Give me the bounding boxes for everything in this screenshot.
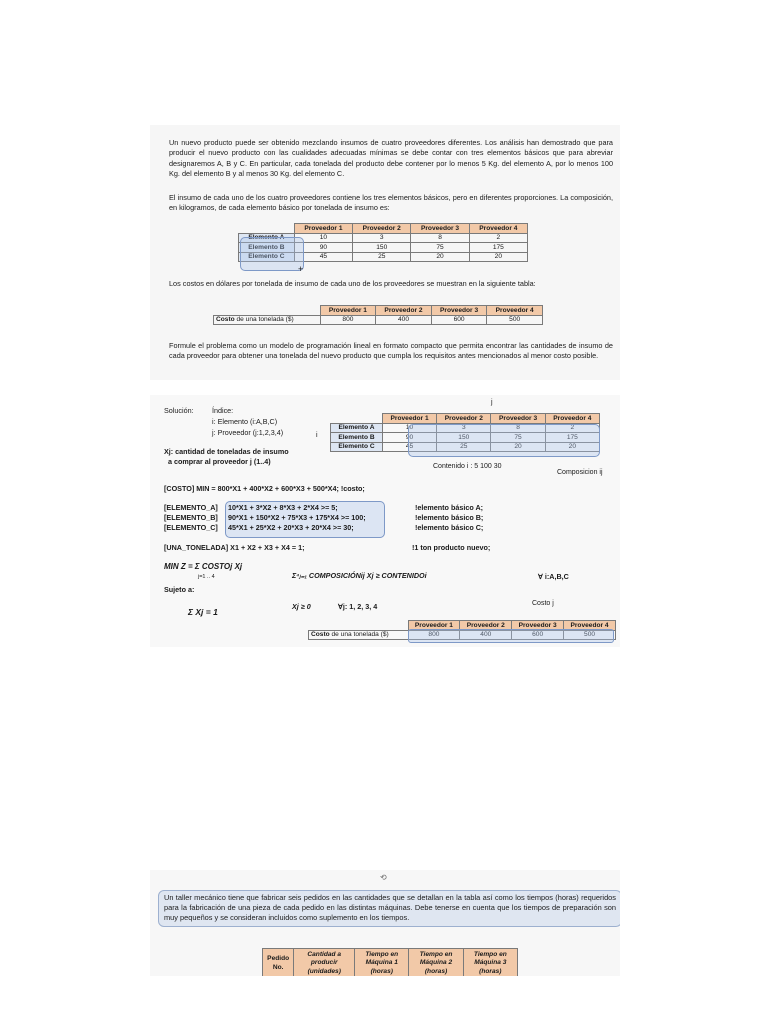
problem-statement-block <box>150 125 620 380</box>
highlight-cost-values <box>408 629 614 643</box>
col-header: Proveedor 2 <box>437 414 491 424</box>
cell: 500 <box>487 315 543 325</box>
cursor-crosshair-icon: + <box>298 264 304 274</box>
una-tonelada-constraint: [UNA_TONELADA] X1 + X2 + X3 + X4 = 1; <box>164 543 305 552</box>
cell: 500 <box>564 630 616 640</box>
nonnegativity-range: ∀j: 1, 2, 3, 4 <box>338 602 378 611</box>
row-label: Elemento C <box>239 252 295 262</box>
cell: 45 <box>382 442 436 452</box>
cell: 10 <box>382 423 436 433</box>
cell: 20 <box>491 442 545 452</box>
composition-constraint: Σ⁴ⱼ₌₁ COMPOSICIÓNij Xj ≥ CONTENIDOi <box>292 571 427 580</box>
cell: 3 <box>437 423 491 433</box>
composition-constraint-range: ∀ i:A,B,C <box>538 572 569 581</box>
table-row <box>214 315 543 325</box>
col-header: Proveedor 2 <box>460 621 512 631</box>
cell: 90 <box>382 433 436 443</box>
paragraph-composition-intro: El insumo de cada uno de los cuatro proveedores contiene los tres elementos básicos, pero en diferentes proporciones. La composición, en kilogramos, de cada elemento básico por tonelada de insumo es: <box>169 193 613 213</box>
constraint-expr-a: 10*X1 + 3*X2 + 8*X3 + 2*X4 >= 5; <box>228 503 338 512</box>
cell: 90 <box>294 243 352 253</box>
col-header: Proveedor 3 <box>491 414 545 424</box>
min-z-formula: MIN Z = Σ COSTOj Xj <box>164 562 243 571</box>
cell: 600 <box>512 630 564 640</box>
cell: 8 <box>411 233 469 243</box>
cell: 800 <box>408 630 460 640</box>
col-header: Proveedor 4 <box>469 224 527 234</box>
costo-j-note: Costo j <box>532 600 554 607</box>
col-header: Proveedor 2 <box>376 306 432 316</box>
cell: 45 <box>294 252 352 262</box>
col-header: Proveedor 4 <box>545 414 599 424</box>
una-tonelada-comment: !1 ton producto nuevo; <box>412 543 491 552</box>
cell: 25 <box>353 252 411 262</box>
col-header: Cantidad a producir (unidades) <box>294 949 355 977</box>
col-header: Pedido No. <box>263 949 294 977</box>
contenido-note: Contenido i : 5 100 30 <box>433 463 502 470</box>
nonnegativity: Xj ≥ 0 <box>292 602 311 611</box>
col-header: Proveedor 4 <box>564 621 616 631</box>
cell: 400 <box>376 315 432 325</box>
cell: 20 <box>545 442 599 452</box>
indice-label: Índice: <box>212 406 234 415</box>
constraint-comment-b: !elemento básico B; <box>415 513 484 522</box>
constraint-label-c: [ELEMENTO_C] <box>164 523 218 532</box>
row-label: Elemento A <box>331 423 383 433</box>
cell: 25 <box>437 442 491 452</box>
cost-table <box>213 305 543 325</box>
constraint-expr-b: 90*X1 + 150*X2 + 75*X3 + 175*X4 >= 100; <box>228 513 366 522</box>
cell: 3 <box>353 233 411 243</box>
cell: 175 <box>469 243 527 253</box>
cell: 75 <box>411 243 469 253</box>
row-label: Elemento A <box>239 233 295 243</box>
col-header: Proveedor 4 <box>487 306 543 316</box>
cell: 2 <box>469 233 527 243</box>
highlight-composition-values <box>408 424 600 457</box>
constraint-label-b: [ELEMENTO_B] <box>164 513 218 522</box>
col-header: Proveedor 2 <box>353 224 411 234</box>
col-header: Tiempo en Máquina 3 (horas) <box>463 949 517 977</box>
i-annotation: i <box>316 430 318 439</box>
row-label: Costo de una tonelada ($) <box>309 630 409 640</box>
constraint-comment-c: !elemento básico C; <box>415 523 484 532</box>
problem2-paragraph[interactable]: Un taller mecánico tiene que fabricar seis pedidos en las cantidades que se detallan en la tabla así como los tiempos (horas) requeridos para la fabricación de una pieza de cada pedido en las distintas máquinas. Debe tenerse en cuenta que los tiempos de preparación son muy pequeños y se consideran incluidos como suplemento en los tiempos. <box>158 890 620 927</box>
rotate-handle-icon[interactable]: ⟲ <box>380 873 387 882</box>
col-header: Tiempo en Máquina 2 (horas) <box>409 949 463 977</box>
paragraph-formulate: Formule el problema como un modelo de programación lineal en formato compacto que permita encontrar las cantidades de insumo de cada proveedor para obtener una tonelada del nuevo producto que cumpla los requisitos antes mencionados al menor costo posible. <box>169 341 613 361</box>
row-label: Elemento B <box>331 433 383 443</box>
constraint-label-a: [ELEMENTO_A] <box>164 503 218 512</box>
cell: 8 <box>491 423 545 433</box>
row-label: Elemento B <box>239 243 295 253</box>
col-header: Tiempo en Máquina 1 (horas) <box>355 949 409 977</box>
cell: 175 <box>545 433 599 443</box>
constraint-expr-c: 45*X1 + 25*X2 + 20*X3 + 20*X4 >= 30; <box>228 523 354 532</box>
sujeto-a: Sujeto a: <box>164 585 195 594</box>
cell: 2 <box>545 423 599 433</box>
cell: 75 <box>491 433 545 443</box>
sum-equals-one: Σ Xj = 1 <box>188 607 218 617</box>
cell: 400 <box>460 630 512 640</box>
col-header: Proveedor 1 <box>382 414 436 424</box>
cell: 20 <box>411 252 469 262</box>
cell: 600 <box>431 315 487 325</box>
cell: 10 <box>294 233 352 243</box>
row-label: Elemento C <box>331 442 383 452</box>
pedidos-table <box>262 948 518 976</box>
cell: 800 <box>320 315 376 325</box>
j-annotation: j <box>491 397 493 406</box>
row-label: Costo de una tonelada ($) <box>214 315 321 325</box>
col-header: Proveedor 1 <box>408 621 460 631</box>
paragraph-intro: Un nuevo producto puede ser obtenido mezclando insumos de cuatro proveedores diferentes. Los análisis han demostrado que para producir el nuevo producto con las cualidades adecuadas mínimas se debe contar con tres elementos básicos que para abreviar designaremos A, B y C. En particular, cada tonelada del producto debe contener por lo menos 5 Kg. del elemento A, por lo menos 100 Kg. del elemento B y al menos 30 Kg. del elemento C. <box>169 138 613 179</box>
col-header: Proveedor 3 <box>512 621 564 631</box>
col-header: Proveedor 3 <box>431 306 487 316</box>
sum-limits: j=1 .. 4 <box>198 574 215 580</box>
composicion-note: Composicion ij <box>557 469 603 476</box>
xj-definition-1: Xj: cantidad de toneladas de insumo <box>164 447 289 456</box>
cell: 20 <box>469 252 527 262</box>
xj-definition-2: a comprar al proveedor j (1..4) <box>168 457 271 466</box>
col-header: Proveedor 1 <box>294 224 352 234</box>
index-j: j: Proveedor (j:1,2,3,4) <box>212 428 284 437</box>
highlight-element-labels <box>240 237 304 271</box>
index-i: i: Elemento (i:A,B,C) <box>212 417 278 426</box>
col-header: Proveedor 3 <box>411 224 469 234</box>
solution-block <box>150 395 620 647</box>
cell: 150 <box>437 433 491 443</box>
costo-objective: [COSTO] MIN = 800*X1 + 400*X2 + 600*X3 + 500*X4; !costo; <box>164 484 365 493</box>
paragraph-costs-intro: Los costos en dólares por tonelada de insumo de cada uno de los proveedores se muestran en la siguiente tabla: <box>169 279 536 288</box>
constraint-comment-a: !elemento básico A; <box>415 503 484 512</box>
problem2-block <box>150 870 620 976</box>
solucion-label: Solución: <box>164 406 194 415</box>
col-header: Proveedor 1 <box>320 306 376 316</box>
cell: 150 <box>353 243 411 253</box>
